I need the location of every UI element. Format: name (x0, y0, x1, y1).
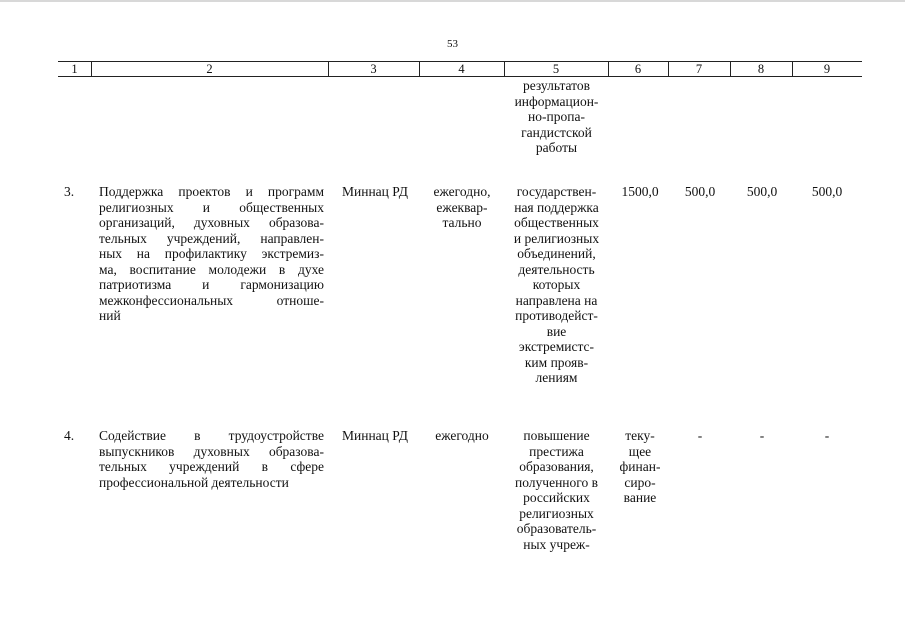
measure-name-cell: Содействие в трудоустройстве выпускников духовных образова- тельных учреждений в сфере профессиональной деятельности (99, 428, 324, 490)
funding-total-cell: 1500,0 (621, 184, 659, 199)
page-number: 53 (447, 38, 458, 50)
table-header-row (58, 62, 862, 76)
header-col-7: 7 (695, 62, 703, 76)
funding-col9-cell: 500,0 (811, 184, 843, 199)
term-cell: ежегодно, ежеквар- тально (433, 184, 491, 230)
header-col-3: 3 (370, 62, 377, 76)
continuation-result-cell: результатов информацион- но-пропа- гандистской работы (514, 78, 599, 155)
header-col-9: 9 (823, 62, 831, 76)
header-col-1: 1 (71, 62, 78, 76)
funding-source-cell: теку- щее финан- сиро- вание (619, 428, 661, 505)
header-col-2: 2 (206, 62, 213, 76)
result-cell: государствен- ная поддержка общественных и религиозных объединений, деятельность которых направлена на противодейст- вие экстремистс- ким прояв- лениям (513, 184, 600, 385)
table-header-bottom-rule (58, 76, 862, 77)
funding-col7-cell: - (697, 428, 703, 443)
funding-col9-cell: - (824, 428, 830, 443)
funding-col7-cell: 500,0 (684, 184, 716, 199)
funding-col8-cell: 500,0 (746, 184, 778, 199)
term-cell: ежегодно (435, 428, 489, 443)
header-col-5: 5 (552, 62, 560, 76)
header-col-6: 6 (634, 62, 642, 76)
header-col-8: 8 (757, 62, 765, 76)
row-number: 4. (64, 428, 75, 443)
measure-name-cell: Поддержка проектов и программ религиозных и общественных организаций, духовных образова- тельных учреждений, направлен- ных на профилактику экстремиз- ма, воспитание молодежи в духе патриотизма и гармонизацию межконфессиональных отноше- ний (99, 184, 324, 323)
executor-cell: Миннац РД (342, 428, 408, 443)
row-number: 3. (64, 184, 75, 199)
header-col-4: 4 (458, 62, 465, 76)
executor-cell: Миннац РД (342, 184, 408, 199)
scan-top-edge (0, 0, 905, 2)
result-cell: повышение престижа образования, полученного в российских религиозных образователь- ных учреж- (515, 428, 598, 552)
funding-col8-cell: - (759, 428, 765, 443)
